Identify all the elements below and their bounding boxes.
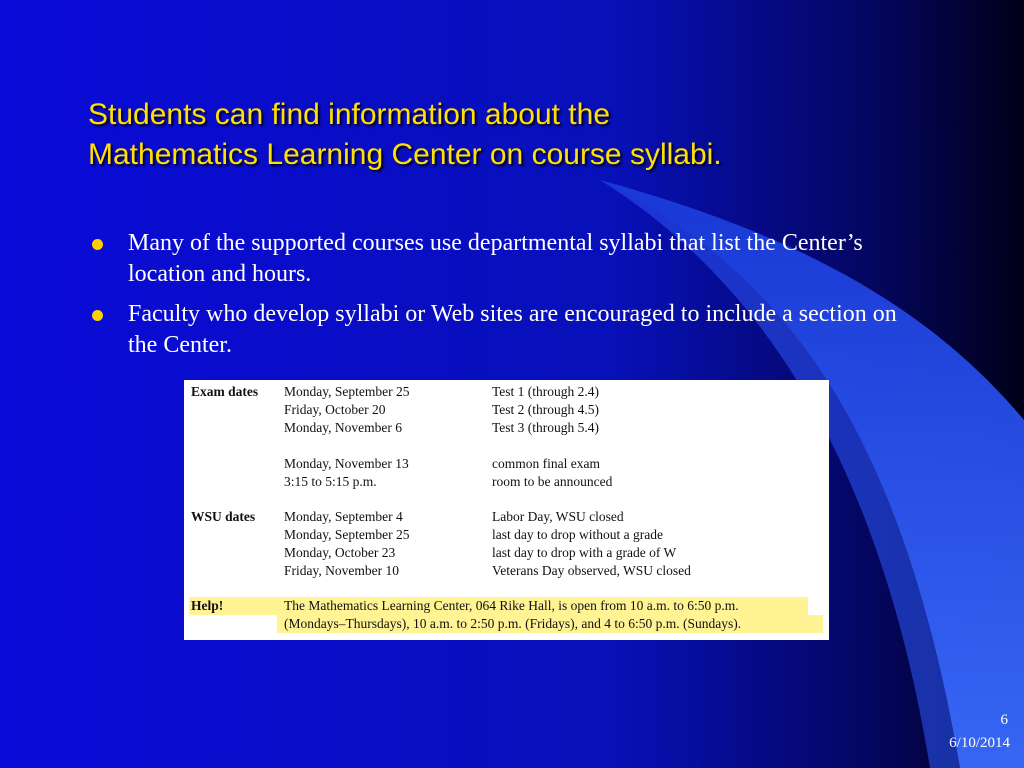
date-cell: Monday, September 4 — [284, 509, 403, 524]
event-cell: Veterans Day observed, WSU closed — [492, 563, 691, 578]
event-cell: room to be announced — [492, 474, 613, 489]
date-cell: Monday, September 25 — [284, 384, 410, 399]
bullet-dot-icon — [92, 239, 103, 250]
date-cell: Monday, November 6 — [284, 420, 402, 435]
date-cell: Monday, November 13 — [284, 456, 409, 471]
bullet-item — [92, 299, 922, 361]
bullet-list — [92, 228, 922, 370]
table-row — [184, 544, 829, 562]
event-cell: Labor Day, WSU closed — [492, 509, 624, 524]
table-row — [184, 455, 829, 473]
title-line-1: Students can find information about the — [88, 98, 611, 131]
date-cell: Monday, October 23 — [284, 545, 396, 560]
slide-date: 6/10/2014 — [949, 735, 1010, 751]
event-cell: Test 1 (through 2.4) — [492, 384, 600, 399]
help-text-line-1: The Mathematics Learning Center, 064 Rike Hall, is open from 10 a.m. to 6:50 p.m. — [284, 598, 739, 613]
bullet-dot-icon — [92, 310, 103, 321]
help-text-line-2: (Mondays–Thursdays), 10 a.m. to 2:50 p.m. (Fridays), and 4 to 6:50 p.m. (Sundays). — [284, 616, 742, 631]
event-cell: common final exam — [492, 456, 600, 471]
event-cell: last day to drop without a grade — [492, 527, 663, 542]
event-cell: Test 2 (through 4.5) — [492, 402, 600, 417]
table-row — [184, 562, 829, 580]
exam-dates-label: Exam dates — [191, 384, 259, 399]
help-label: Help! — [191, 598, 224, 613]
bullet-text: Many of the supported courses use departmental syllabi that list the Center’s location and hours. — [128, 230, 863, 287]
wsu-dates-label: WSU dates — [191, 509, 256, 524]
slide-title — [88, 95, 888, 175]
table-row — [184, 526, 829, 544]
table-row — [184, 419, 829, 437]
date-cell: Monday, September 25 — [284, 527, 410, 542]
table-row — [184, 383, 829, 401]
date-cell: Friday, October 20 — [284, 402, 386, 417]
table-row — [184, 508, 829, 526]
title-line-2: Mathematics Learning Center on course syllabi. — [88, 138, 722, 171]
date-cell: Friday, November 10 — [284, 563, 399, 578]
page-number: 6 — [1000, 712, 1008, 728]
bullet-text: Faculty who develop syllabi or Web sites are encouraged to include a section on the Center. — [128, 301, 897, 358]
event-cell: Test 3 (through 5.4) — [492, 420, 600, 435]
table-row — [184, 401, 829, 419]
event-cell: last day to drop with a grade of W — [492, 545, 677, 560]
bullet-item — [92, 228, 922, 290]
table-row — [184, 473, 829, 491]
date-cell: 3:15 to 5:15 p.m. — [284, 474, 377, 489]
